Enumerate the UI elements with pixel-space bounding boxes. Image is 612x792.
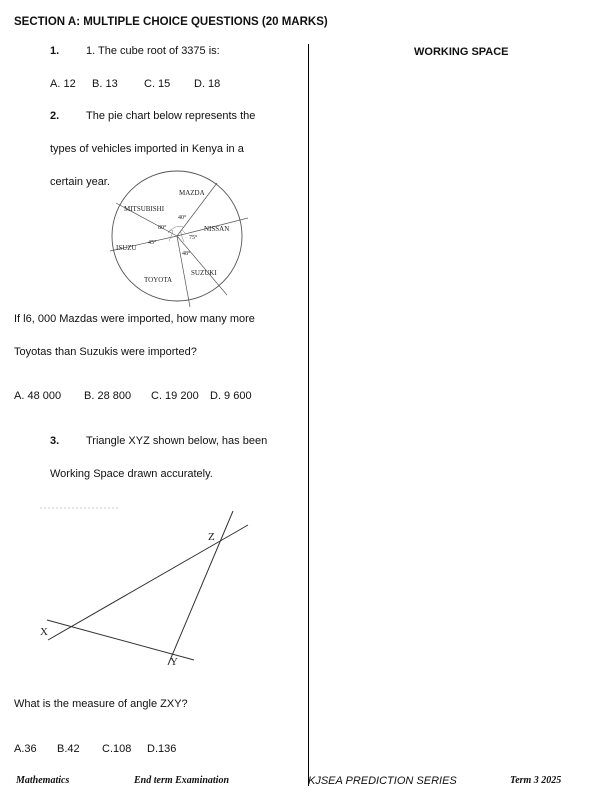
q2-option-c: C. 19 200 <box>151 390 199 402</box>
pie-label-mitsubishi: MITSUBISHI <box>124 205 165 213</box>
pie-spoke-4 <box>177 236 190 307</box>
vertex-y-label: Y <box>170 656 178 668</box>
pie-label-isuzu: ISUZU <box>116 244 137 252</box>
line-xy <box>47 620 194 660</box>
q3-number: 3. <box>50 435 60 447</box>
q3-question: What is the measure of angle ZXY? <box>14 698 188 710</box>
q1-option-b: B. 13 <box>92 78 118 90</box>
pie-label-nissan: NISSAN <box>204 225 230 233</box>
line-xz <box>48 525 248 640</box>
pie-label-mazda: MAZDA <box>179 189 205 197</box>
line-zy <box>168 511 233 665</box>
q3-line1: Triangle XYZ shown below, has been <box>86 435 268 447</box>
q3-line2: Working Space drawn accurately. <box>50 468 213 480</box>
pie-angle-label: 75° <box>189 235 198 241</box>
column-divider <box>308 44 309 786</box>
vertex-x-label: X <box>40 626 48 638</box>
q2-option-d: D. 9 600 <box>210 390 252 402</box>
pie-angle-label: 45° <box>148 240 157 246</box>
q2-number: 2. <box>50 110 60 122</box>
pie-label-suzuki: SUZUKI <box>191 269 217 277</box>
pie-angle-arc-2 <box>181 230 185 242</box>
pie-label-toyota: TOYOTA <box>144 276 173 284</box>
pie-angle-label: 80° <box>158 225 167 231</box>
q3-option-b: B.42 <box>57 743 80 755</box>
q1-text: 1. The cube root of 3375 is: <box>86 45 220 57</box>
q1-number: 1. <box>50 45 60 57</box>
q2-option-a: A. 48 000 <box>14 390 62 402</box>
q2-question-line1: If l6, 000 Mazdas were imported, how many more <box>14 313 255 325</box>
section-title: SECTION A: MULTIPLE CHOICE QUESTIONS (20 MARKS) <box>14 16 328 28</box>
q1-option-a: A. 12 <box>50 78 76 90</box>
footer-subject: Mathematics <box>16 775 70 786</box>
triangle-xyz-figure <box>30 505 290 675</box>
q2-line3: certain year. <box>50 176 110 188</box>
q3-option-d: D.136 <box>147 743 177 755</box>
q3-option-a: A.36 <box>14 743 37 755</box>
pie-angle-label: 48° <box>182 251 191 257</box>
q2-line2: types of vehicles imported in Kenya in a <box>50 143 244 155</box>
pie-spoke-3 <box>177 236 227 295</box>
q1-option-d: D. 18 <box>194 78 221 90</box>
vehicle-pie-chart <box>108 168 248 308</box>
pie-angle-label: 40° <box>178 215 187 221</box>
working-space-title: WORKING SPACE <box>414 46 509 58</box>
footer-exam: End term Examination <box>134 775 230 786</box>
q2-line1: The pie chart below represents the <box>86 110 256 122</box>
vertex-z-label: Z <box>208 531 215 543</box>
footer-term: Term 3 2025 <box>510 775 562 786</box>
q1-option-c: C. 15 <box>144 78 171 90</box>
footer-series: KJSEA PREDICTION SERIES <box>308 775 457 787</box>
q2-option-b: B. 28 800 <box>84 390 132 402</box>
q2-question-line2: Toyotas than Suzukis were imported? <box>14 346 197 358</box>
q3-option-c: C.108 <box>102 743 132 755</box>
